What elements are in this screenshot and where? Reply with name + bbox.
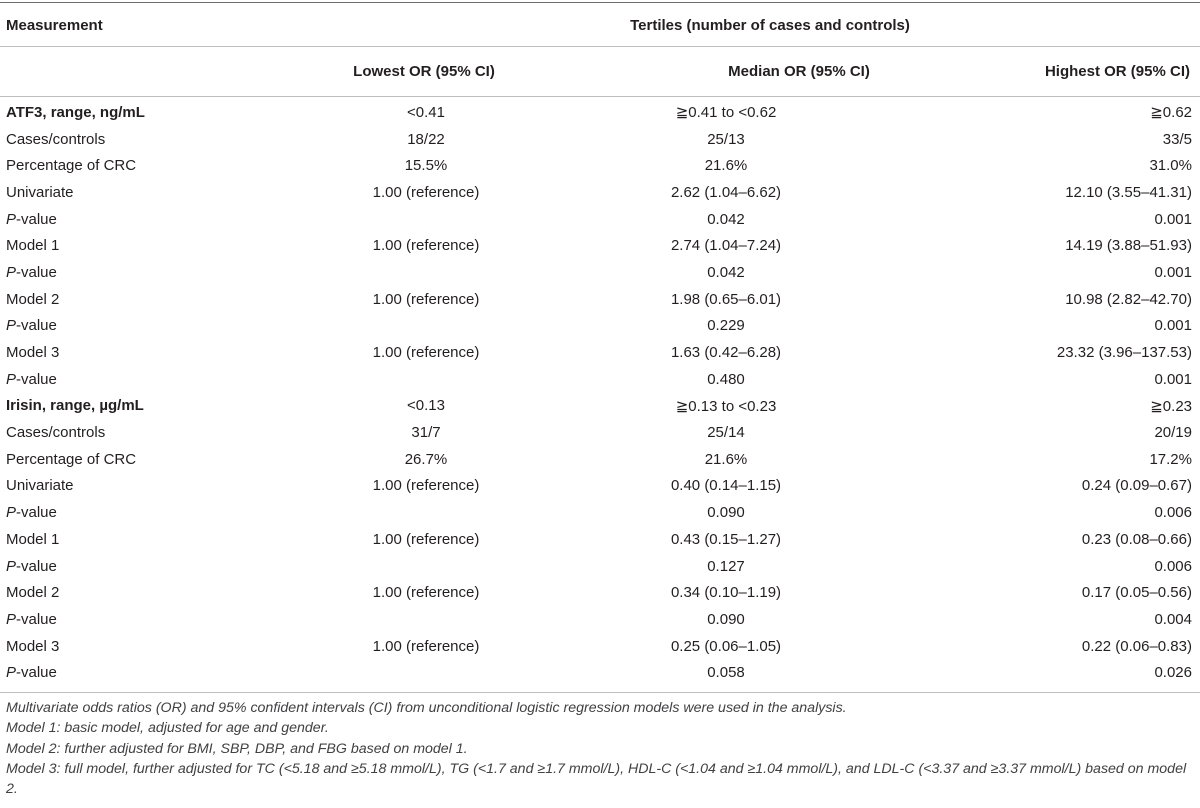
median-cell: 0.40 (0.14–1.15) [670,477,782,495]
lowest-cell [336,206,516,233]
row-label: Univariate [6,477,74,495]
p-symbol: P [6,317,17,335]
lowest-cell: <0.13 [407,397,445,415]
median-cell: 0.058 [707,664,745,682]
table-row [0,206,1200,233]
table-row [0,633,1200,660]
p-label-rest: -value [16,263,57,281]
header-lowest: Lowest OR (95% CI) [353,63,495,80]
table-top-rule [0,2,1200,3]
median-cell: 2.74 (1.04–7.24) [670,237,782,255]
row-label: Percentage of CRC [6,157,137,175]
p-symbol: P [6,263,17,281]
p-label-rest: -value [16,610,57,628]
p-label-rest: -value [16,210,57,228]
highest-cell: 0.026 [1154,664,1192,682]
table-row [0,366,1200,393]
lowest-cell: 15.5% [404,157,448,175]
table-row [0,606,1200,633]
table-row [0,393,1200,420]
highest-cell: 0.24 (0.09–0.67) [1081,477,1192,495]
table-row [0,152,1200,179]
p-label-rest: -value [16,664,57,682]
highest-cell: 0.22 (0.06–0.83) [1081,637,1192,655]
row-label [0,553,336,580]
highest-cell: 14.19 (3.88–51.93) [1065,237,1192,255]
row-label: Model 1 [6,530,60,548]
highest-cell: 0.006 [1154,504,1192,522]
highest-cell: ≧0.23 [1150,397,1192,415]
median-cell: ≧0.13 to <0.23 [675,397,777,415]
lowest-cell: 26.7% [404,450,448,468]
row-label: Irisin, range, µg/mL [6,397,144,415]
median-cell: 0.229 [707,317,745,335]
median-cell: 21.6% [704,157,748,175]
header-tertiles: Tertiles (number of cases and controls) [630,17,910,34]
row-label [0,313,336,340]
footnote: Model 3: full model, further adjusted for TC (<5.18 and ≥5.18 mmol/L), TG (<1.7 and ≥1.7 mmol/L), HDL-C (<1.04 and ≥1.04 mmol/L), and LDL-C (<3.37 and ≥3.37 mmol/L) based on model 2. [6,760,1187,798]
header-measurement: Measurement [6,17,103,34]
median-cell: 0.25 (0.06–1.05) [670,637,782,655]
table-row [0,419,1200,446]
row-label: ATF3, range, ng/mL [6,103,145,121]
highest-cell: 33/5 [1162,130,1192,148]
highest-cell: 23.32 (3.96–137.53) [1056,344,1192,362]
lowest-cell [336,606,516,633]
median-cell: 21.6% [704,450,748,468]
highest-cell: 10.98 (2.82–42.70) [1065,290,1192,308]
median-cell: ≧0.41 to <0.62 [675,104,777,122]
table-row [0,659,1200,686]
median-cell: 0.042 [707,263,745,281]
row-label: Cases/controls [6,424,106,442]
highest-cell: ≧0.62 [1150,104,1192,122]
highest-cell: 12.10 (3.55–41.31) [1065,183,1192,201]
lowest-cell: 1.00 (reference) [372,344,480,362]
row-label [0,206,336,233]
lowest-cell: 31/7 [411,424,441,442]
table-row [0,232,1200,259]
p-symbol: P [6,610,17,628]
median-cell: 0.43 (0.15–1.27) [670,530,782,548]
lowest-cell: 18/22 [407,130,445,148]
highest-cell: 31.0% [1149,157,1192,175]
row-label [0,499,336,526]
highest-cell: 0.17 (0.05–0.56) [1081,584,1192,602]
lowest-cell: 1.00 (reference) [372,584,480,602]
row-label: Model 2 [6,584,60,602]
table-row [0,526,1200,553]
lowest-cell [336,553,516,580]
p-symbol: P [6,210,17,228]
p-label-rest: -value [16,370,57,388]
row-label [0,259,336,286]
header-median: Median OR (95% CI) [728,63,870,80]
highest-cell: 0.001 [1154,317,1192,335]
table-row [0,126,1200,153]
lowest-cell: 1.00 (reference) [372,477,480,495]
table-row [0,313,1200,340]
table-row [0,286,1200,313]
median-cell: 0.480 [707,370,745,388]
highest-cell: 0.006 [1154,557,1192,575]
lowest-cell [336,366,516,393]
p-label-rest: -value [16,504,57,522]
header-highest: Highest OR (95% CI) [1044,63,1190,80]
table-row [0,446,1200,473]
footnote: Multivariate odds ratios (OR) and 95% confident intervals (CI) from unconditional logistic regression models were used in the analysis. [6,700,847,716]
row-label: Model 1 [6,237,60,255]
row-label [0,606,336,633]
lowest-cell [336,259,516,286]
table-row [0,579,1200,606]
table-row [0,499,1200,526]
header-divider [0,46,1200,47]
row-label: Model 2 [6,290,60,308]
table-footnotes [6,698,1194,799]
footnote: Model 1: basic model, adjusted for age and gender. [6,720,329,737]
table-row [0,473,1200,500]
p-symbol: P [6,557,17,575]
highest-cell: 0.004 [1154,610,1192,628]
median-cell: 0.042 [707,210,745,228]
median-cell: 2.62 (1.04–6.62) [670,183,782,201]
median-cell: 25/13 [707,130,745,148]
lowest-cell: 1.00 (reference) [372,183,480,201]
median-cell: 25/14 [707,424,745,442]
highest-cell: 0.001 [1154,370,1192,388]
lowest-cell [336,659,516,686]
table-bottom-rule [0,692,1200,693]
lowest-cell: 1.00 (reference) [372,637,480,655]
row-label: Model 3 [6,344,60,362]
footnote: Model 2: further adjusted for BMI, SBP, DBP, and FBG based on model 1. [6,740,468,757]
median-cell: 1.98 (0.65–6.01) [670,290,782,308]
lowest-cell: 1.00 (reference) [372,237,480,255]
median-cell: 0.34 (0.10–1.19) [670,584,782,602]
table-row [0,179,1200,206]
p-label-rest: -value [16,557,57,575]
highest-cell: 17.2% [1149,450,1192,468]
lowest-cell [336,499,516,526]
lowest-cell: 1.00 (reference) [372,530,480,548]
table-row [0,339,1200,366]
median-cell: 0.127 [707,557,745,575]
highest-cell: 0.001 [1154,263,1192,281]
median-cell: 0.090 [707,610,745,628]
median-cell: 1.63 (0.42–6.28) [670,344,782,362]
p-symbol: P [6,664,17,682]
row-label: Model 3 [6,637,60,655]
row-label: Univariate [6,183,74,201]
highest-cell: 0.001 [1154,210,1192,228]
median-cell: 0.090 [707,504,745,522]
table-row [0,99,1200,126]
p-symbol: P [6,370,17,388]
lowest-cell: <0.41 [407,103,445,121]
row-label: Cases/controls [6,130,106,148]
row-label [0,366,336,393]
table-row [0,553,1200,580]
lowest-cell: 1.00 (reference) [372,290,480,308]
highest-cell: 0.23 (0.08–0.66) [1081,530,1192,548]
row-label [0,659,336,686]
lowest-cell [336,313,516,340]
row-label: Percentage of CRC [6,450,137,468]
p-label-rest: -value [16,317,57,335]
highest-cell: 20/19 [1154,424,1192,442]
header-bottom-rule [0,96,1200,97]
table-body [0,99,1200,686]
p-symbol: P [6,504,17,522]
table-row [0,259,1200,286]
